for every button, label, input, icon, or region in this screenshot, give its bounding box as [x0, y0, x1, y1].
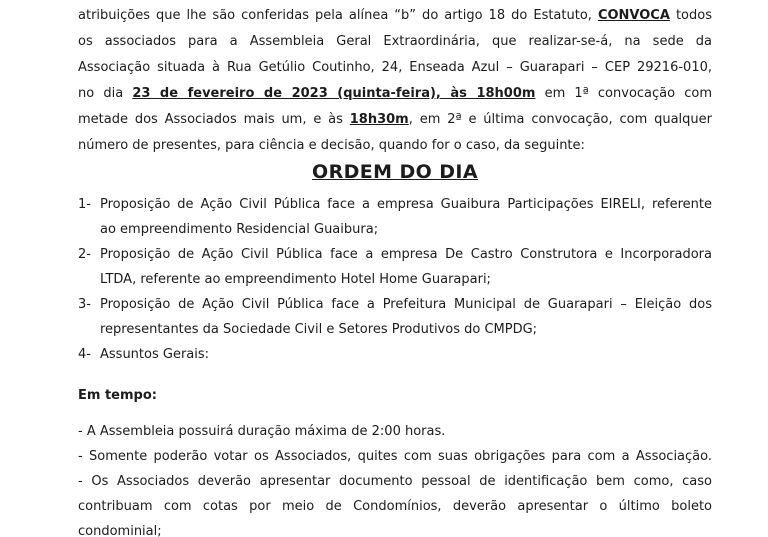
note-line: - Somente poderão votar os Associados, quites com suas obrigações para com a Associação.: [78, 449, 712, 464]
agenda-item-marker: 1-: [78, 197, 91, 212]
text-segment: todos: [669, 8, 712, 23]
intro-line: [78, 81, 712, 107]
note-line: - Os Associados deverão apresentar documento pessoal de identificação bem como, caso: [78, 474, 712, 489]
text-segment: Associação situada à Rua Getúlio Coutinho, 24, Enseada Azul – Guarapari – CEP 29216-010,: [78, 60, 712, 75]
text-segment: , em 2ª e última convocação, com qualquer: [408, 112, 712, 127]
text-segment: metade dos Associados mais um, e às: [78, 112, 350, 127]
text-segment-convoca: CONVOCA: [597, 8, 670, 23]
agenda-item-body: [100, 192, 712, 242]
agenda-item-marker: 3-: [78, 297, 91, 312]
heading-text: ORDEM DO DIA: [312, 161, 478, 183]
agenda-item-2: [78, 242, 712, 292]
agenda-item-line: Assuntos Gerais:: [100, 347, 210, 362]
note-paragraph-duration: [78, 419, 712, 444]
agenda-item-line: Proposição de Ação Civil Pública face a empresa Guaibura Participações EIRELI, referente: [100, 197, 712, 212]
intro-line: [78, 29, 712, 55]
intro-line: [78, 107, 712, 133]
notes-title: Em tempo:: [78, 388, 157, 403]
heading-ordem-do-dia: [78, 161, 712, 184]
text-segment: em 1ª convocação com: [535, 86, 712, 101]
agenda-item-body: [100, 342, 712, 367]
agenda-item-body: [100, 292, 712, 342]
agenda-item-line: Proposição de Ação Civil Pública face a Prefeitura Municipal de Guarapari – Eleição dos: [100, 297, 712, 312]
agenda-item-marker: 2-: [78, 247, 91, 262]
text-segment-date: 23 de fevereiro de 2023 (quinta-feira), às 18h00m: [132, 86, 536, 101]
intro-line: [78, 133, 712, 159]
text-segment: no dia: [78, 86, 133, 101]
text-segment: os associados para a Assembleia Geral Extraordinária, que realizar-se-á, na sede da: [78, 34, 712, 49]
agenda-item-1: [78, 192, 712, 242]
agenda-item-line: ao empreendimento Residencial Guaibura;: [100, 222, 379, 237]
agenda-item-line: LTDA, referente ao empreendimento Hotel Home Guarapari;: [100, 272, 491, 287]
text-segment: atribuições que lhe são conferidas pela alínea “b” do artigo 18 do Estatuto,: [78, 8, 598, 23]
note-paragraph-voting: [78, 444, 712, 469]
agenda-item-4: [78, 342, 712, 367]
note-line: contribuam com cotas por meio de Condomínios, deverão apresentar o último boleto: [78, 499, 712, 514]
agenda-item-marker: 4-: [78, 347, 91, 362]
note-line: - A Assembleia possuirá duração máxima de 2:00 horas.: [78, 424, 446, 439]
intro-line: [78, 3, 712, 29]
intro-line: [78, 55, 712, 81]
note-line: condominial;: [78, 524, 162, 537]
agenda-item-3: [78, 292, 712, 342]
note-paragraph-identification: [78, 469, 712, 537]
agenda-item-body: [100, 242, 712, 292]
text-segment-time: 18h30m: [349, 112, 409, 127]
text-segment: número de presentes, para ciência e decisão, quando for o caso, da seguinte:: [78, 138, 585, 153]
agenda-item-line: representantes da Sociedade Civil e Setores Produtivos do CMPDG;: [100, 322, 538, 337]
agenda-list: [78, 192, 712, 367]
intro-paragraph: [78, 3, 712, 159]
agenda-item-line: Proposição de Ação Civil Pública face a empresa De Castro Construtora e Incorporadora: [100, 247, 712, 262]
